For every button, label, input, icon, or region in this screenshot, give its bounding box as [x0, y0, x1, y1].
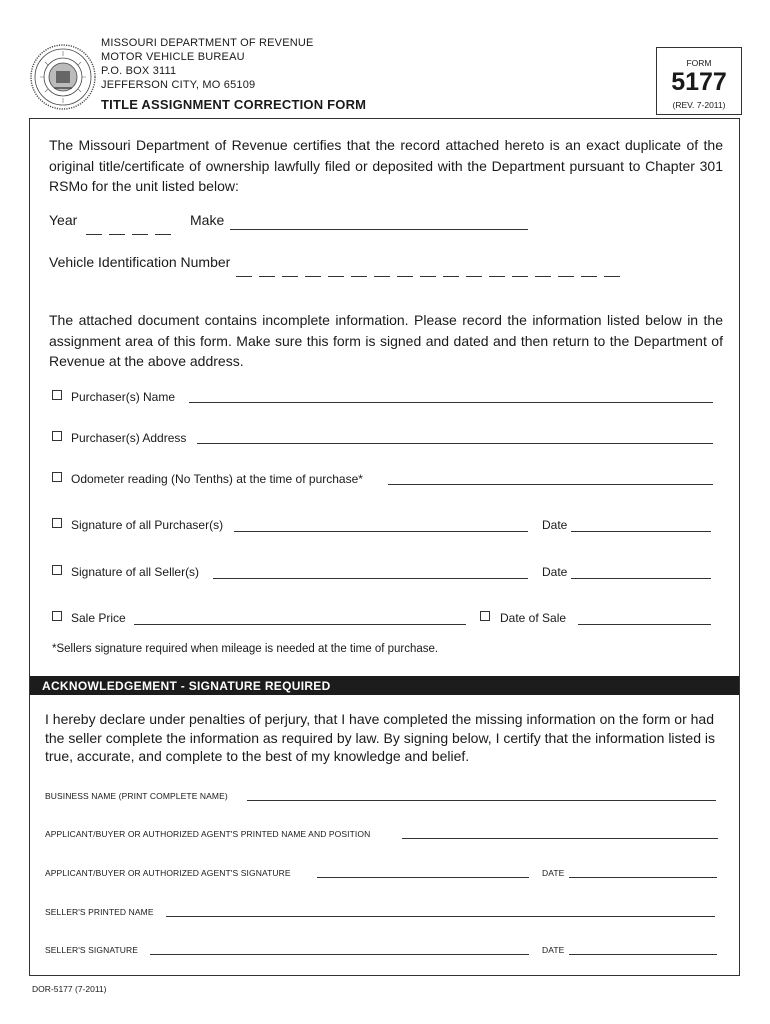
seller-printed-name-label: SELLER'S PRINTED NAME	[45, 907, 154, 917]
form-revision: (REV. 7-2011)	[672, 100, 726, 110]
certification-text: The Missouri Department of Revenue certifies that the record attached hereto is an exact duplicate of the original title/certificate of ownership lawfully filed or deposited with the Department pursuant to Chapter 301 RSMo for the unit listed below:	[49, 137, 723, 194]
business-name-field[interactable]	[247, 800, 716, 801]
po-box: P.O. BOX 3111	[101, 65, 177, 77]
seller-final-date-field[interactable]	[569, 954, 717, 955]
purchaser-date-label: Date	[542, 518, 568, 532]
sale-price-checkbox[interactable]	[52, 611, 62, 621]
make-field[interactable]	[230, 229, 528, 230]
date-of-sale-field[interactable]	[578, 624, 711, 625]
seller-date-field[interactable]	[571, 578, 711, 579]
purchaser-address-label: Purchaser(s) Address	[71, 431, 187, 445]
year-field[interactable]	[86, 226, 178, 244]
acknowledgement-heading: ACKNOWLEDGEMENT - SIGNATURE REQUIRED	[42, 679, 331, 693]
agent-signature-label: APPLICANT/BUYER OR AUTHORIZED AGENT'S SIGNATURE	[45, 868, 291, 878]
seller-signature-label: Signature of all Seller(s)	[71, 565, 200, 579]
declaration-text: I hereby declare under penalties of perjury, that I have completed the missing information on the form or had the seller complete the information as required by law. By signing below, I certify that the information listed is true, accurate, and complete to the best of my knowledge and belief.	[45, 711, 716, 764]
seller-final-signature-label: SELLER'S SIGNATURE	[45, 945, 139, 955]
year-label: Year	[49, 212, 78, 228]
city-address: JEFFERSON CITY, MO 65109	[101, 79, 256, 91]
purchaser-signature-checkbox[interactable]	[52, 518, 62, 528]
date-of-sale-label: Date of Sale	[500, 611, 567, 625]
purchaser-address-checkbox[interactable]	[52, 431, 62, 441]
form-body	[29, 118, 740, 976]
make-label: Make	[190, 212, 225, 228]
acknowledgement-bar	[30, 676, 739, 695]
purchaser-address-field[interactable]	[197, 443, 713, 444]
purchaser-date-field[interactable]	[571, 531, 711, 532]
seller-signature-checkbox[interactable]	[52, 565, 62, 575]
bureau-name: MOTOR VEHICLE BUREAU	[101, 51, 245, 63]
form-label: FORM	[686, 58, 712, 68]
seller-final-signature-field[interactable]	[150, 954, 529, 955]
date-of-sale-checkbox[interactable]	[480, 611, 490, 621]
state-seal	[30, 44, 96, 110]
agent-signature-field[interactable]	[317, 877, 529, 878]
agent-date-field[interactable]	[569, 877, 717, 878]
agent-name-label: APPLICANT/BUYER OR AUTHORIZED AGENT'S PRINTED NAME AND POSITION	[45, 829, 371, 839]
seller-printed-name-field[interactable]	[166, 916, 715, 917]
purchaser-name-label: Purchaser(s) Name	[71, 390, 176, 404]
purchaser-signature-field[interactable]	[234, 531, 528, 532]
form-title: TITLE ASSIGNMENT CORRECTION FORM	[101, 97, 367, 112]
instructions-text: The attached document contains incomplete information. Please record the information listed below in the assignment area of this form. Make sure this form is signed and dated and then return to the Department of Revenue at the above address.	[49, 312, 723, 369]
form-number-box	[656, 47, 742, 115]
purchaser-signature-label: Signature of all Purchaser(s)	[71, 518, 224, 532]
agent-name-field[interactable]	[402, 838, 718, 839]
agent-date-label: DATE	[542, 868, 565, 878]
sale-price-field[interactable]	[134, 624, 466, 625]
form-footer: DOR-5177 (7-2011)	[32, 984, 107, 994]
seller-date-label: Date	[542, 565, 568, 579]
vin-label: Vehicle Identification Number	[49, 254, 231, 270]
footnote: *Sellers signature required when mileage is needed at the time of purchase.	[52, 643, 439, 655]
odometer-field[interactable]	[388, 484, 713, 485]
vin-field[interactable]	[236, 268, 636, 286]
seller-final-date-label: DATE	[542, 945, 565, 955]
business-name-label: BUSINESS NAME (PRINT COMPLETE NAME)	[45, 791, 228, 801]
form-number: 5177	[671, 68, 727, 96]
odometer-label: Odometer reading (No Tenths) at the time of purchase*	[71, 472, 363, 486]
purchaser-name-checkbox[interactable]	[52, 390, 62, 400]
odometer-checkbox[interactable]	[52, 472, 62, 482]
sale-price-label: Sale Price	[71, 611, 126, 625]
agency-name: MISSOURI DEPARTMENT OF REVENUE	[101, 37, 314, 49]
purchaser-name-field[interactable]	[189, 402, 713, 403]
seller-signature-field[interactable]	[213, 578, 528, 579]
